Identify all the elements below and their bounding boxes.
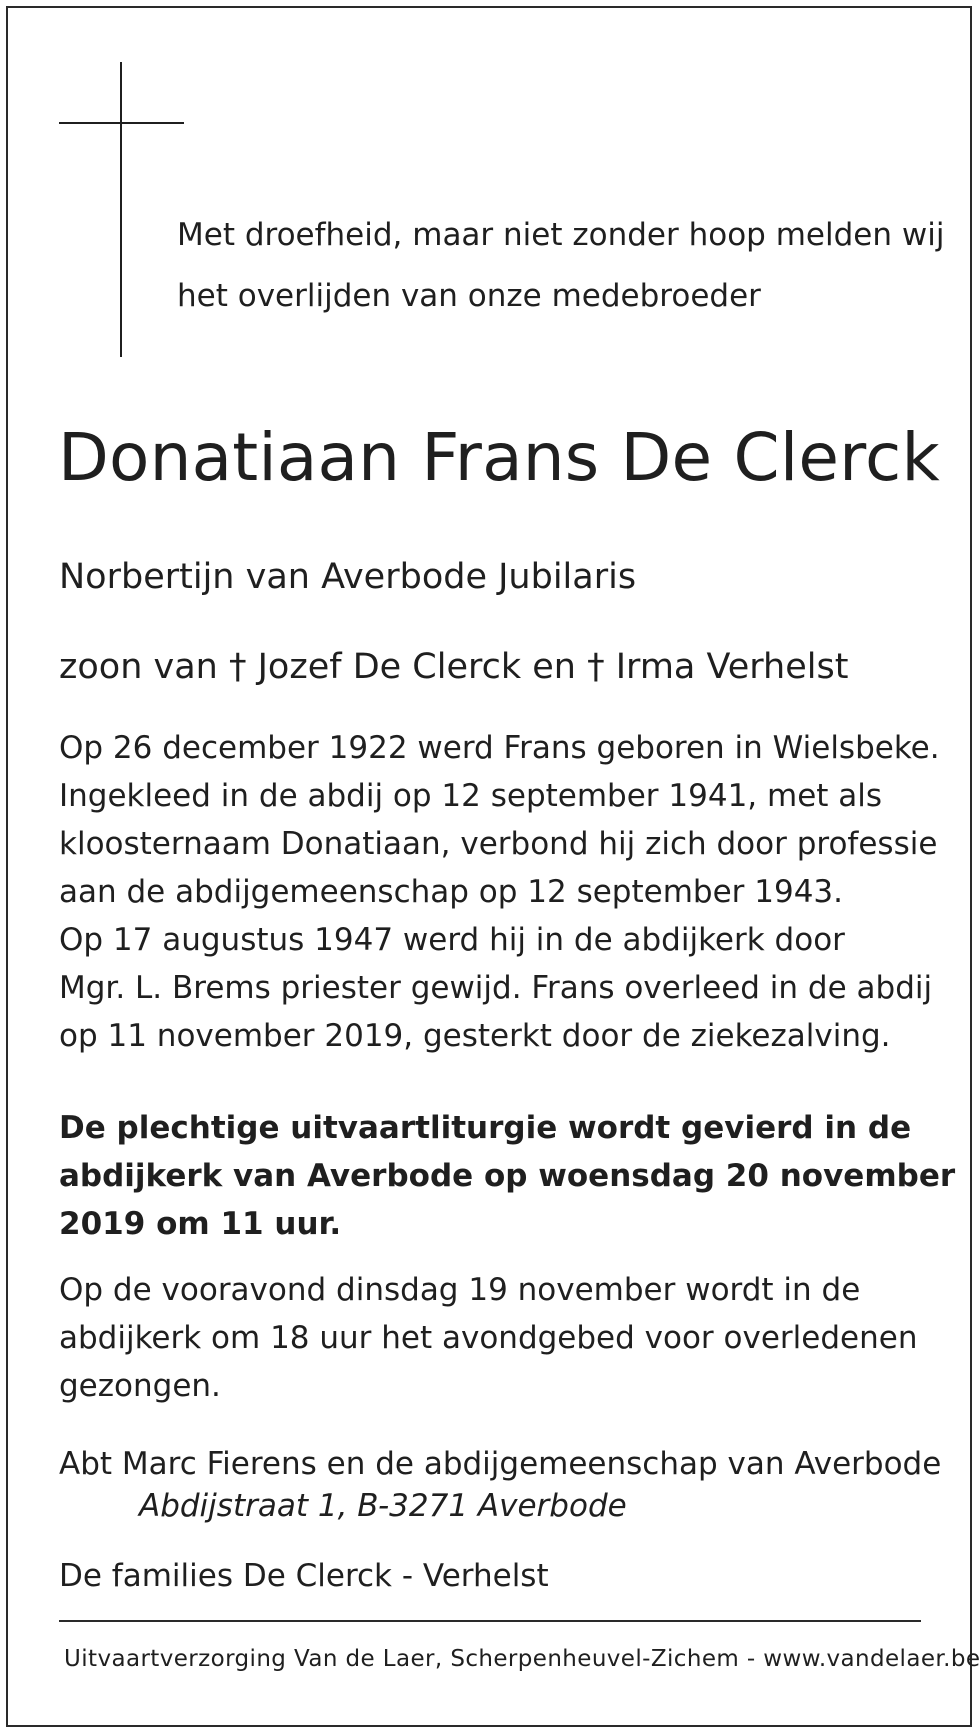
biography-line: aan de abdijgemeenschap op 12 september 1943. [59, 874, 844, 910]
deceased-name: Donatiaan Frans De Clerck [58, 419, 940, 496]
cross-icon [120, 62, 122, 357]
vigil-line: abdijkerk om 18 uur het avondgebed voor overledenen [59, 1320, 918, 1356]
vigil-line: Op de vooravond dinsdag 19 november wordt in de [59, 1272, 861, 1308]
parents-line: zoon van † Jozef De Clerck en † Irma Verhelst [59, 647, 849, 687]
funeral-announcement [59, 1104, 956, 1248]
intro-line: Met droefheid, maar niet zonder hoop melden wij [177, 217, 945, 253]
funeral-line: 2019 om 11 uur. [59, 1206, 342, 1242]
funeral-line: abdijkerk van Averbode op woensdag 20 november [59, 1158, 956, 1194]
intro-text [177, 205, 945, 327]
signatory-families: De families De Clerck - Verhelst [59, 1558, 549, 1594]
biography-line: Op 17 augustus 1947 werd hij in de abdijkerk door [59, 922, 845, 958]
biography [59, 724, 939, 1060]
subtitle: Norbertijn van Averbode Jubilaris [59, 557, 637, 597]
signatory-address: Abdijstraat 1, B-3271 Averbode [139, 1488, 627, 1524]
intro-line: het overlijden van onze medebroeder [177, 278, 761, 314]
biography-line: Ingekleed in de abdij op 12 september 1941, met als [59, 778, 883, 814]
funeral-home-footer: Uitvaartverzorging Van de Laer, Scherpenheuvel-Zichem - www.vandelaer.be [64, 1646, 980, 1672]
biography-line: op 11 november 2019, gesterkt door de ziekezalving. [59, 1018, 891, 1054]
biography-line: kloosternaam Donatiaan, verbond hij zich door professie [59, 826, 938, 862]
cross-icon-bar [59, 122, 184, 124]
funeral-line: De plechtige uitvaartliturgie wordt gevierd in de [59, 1110, 912, 1146]
vigil-announcement [59, 1266, 939, 1410]
signatory-abbey: Abt Marc Fierens en de abdijgemeenschap van Averbode [59, 1446, 942, 1482]
vigil-line: gezongen. [59, 1368, 221, 1404]
biography-line: Mgr. L. Brems priester gewijd. Frans overleed in de abdij [59, 970, 933, 1006]
footer-divider [59, 1620, 921, 1622]
biography-line: Op 26 december 1922 werd Frans geboren in Wielsbeke. [59, 730, 940, 766]
